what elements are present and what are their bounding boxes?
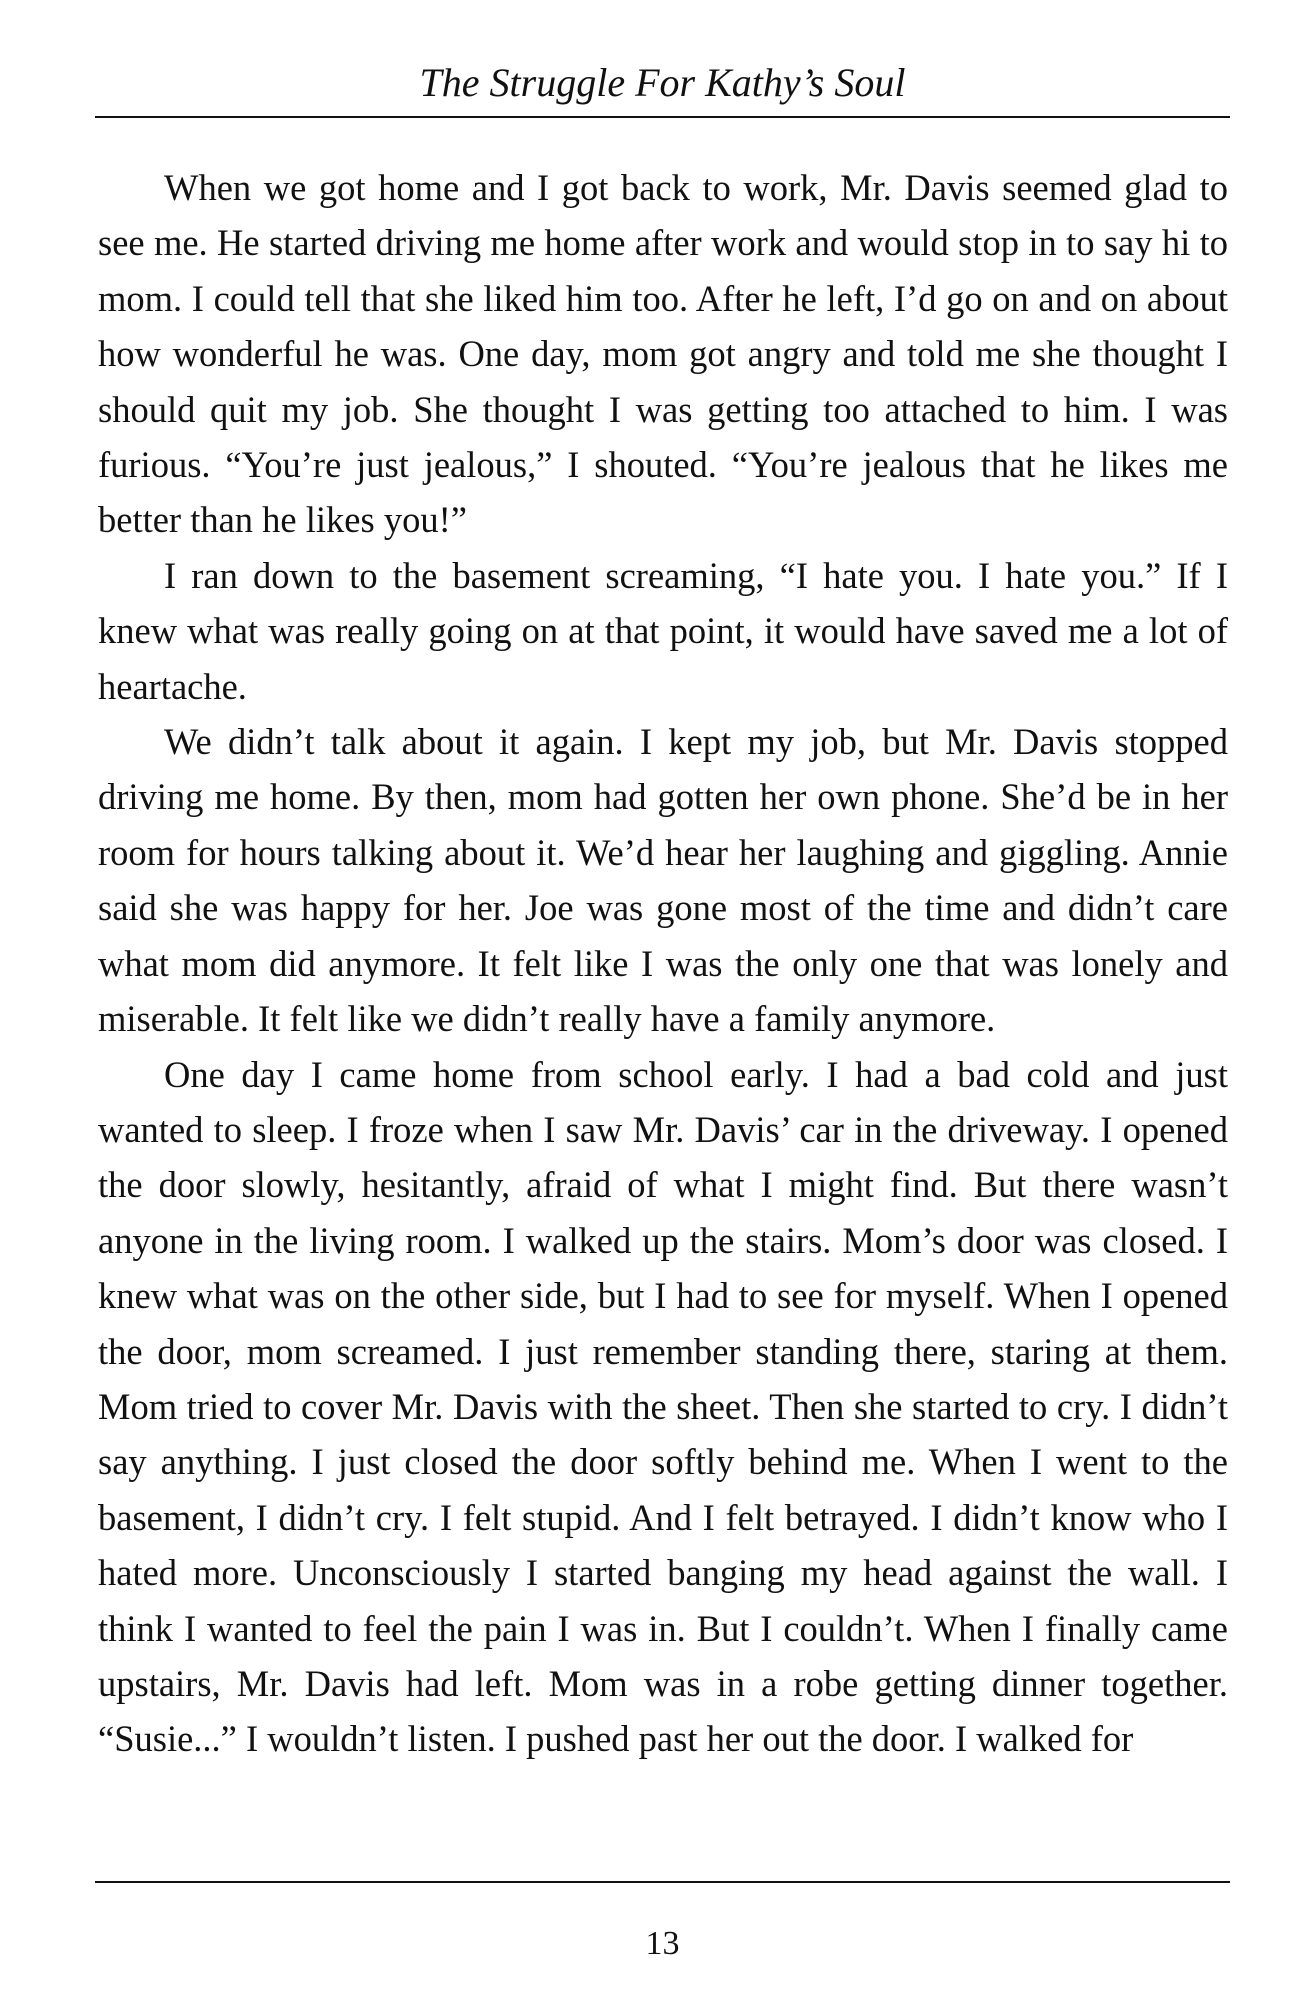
paragraph: I ran down to the basement screaming, “I hate you. I hate you.” If I knew what was really going on at that point, it would have saved me a lot of heartache. (98, 554, 1228, 707)
paragraph: One day I came home from school early. I had a bad cold and just wanted to sleep. I froze when I saw Mr. Davis’ car in the driveway. I opened the door slowly, hesitantly, afraid of what I might find. But there wasn’t anyone in the living room. I walked up the stairs. Mom’s door was closed. I knew what was on the other side, but I had to see for myself. When I opened the door, mom screamed. I just remember standing there, staring at them. Mom tried to cover Mr. Davis with the sheet. Then she started to cry. I didn’t say anything. I just closed the door softly behind me. When I went to the basement, I didn’t cry. I felt stupid. And I felt betrayed. I didn’t know who I hated more. Unconsciously I started banging my head against the wall. I think I wanted to feel the pain I was in. But I couldn’t. When I finally came upstairs, Mr. Davis had left. Mom was in a robe getting dinner together. “Susie...” I wouldn’t listen. I pushed past her out the door. I walked for (98, 1053, 1228, 1760)
footer-rule (95, 1881, 1230, 1883)
paragraph: When we got home and I got back to work, Mr. Davis seemed glad to see me. He started driving me home after work and would stop in to say hi to mom. I could tell that she liked him too. After he left, I’d go on and on about how wonderful he was. One day, mom got angry and told me she thought I should quit my job. She thought I was getting too attached to him. I was furious. “You’re just jealous,” I shouted. “You’re jealous that he likes me better than he likes you!” (98, 167, 1228, 541)
header-rule (95, 116, 1230, 118)
body-text (98, 160, 1228, 1767)
running-head: The Struggle For Kathy’s Soul (419, 60, 906, 105)
page-number: 13 (645, 1925, 680, 1962)
paragraph: We didn’t talk about it again. I kept my job, but Mr. Davis stopped driving me home. By then, mom had gotten her own phone. She’d be in her room for hours talking about it. We’d hear her laughing and giggling. Annie said she was happy for her. Joe was gone most of the time and didn’t care what mom did anymore. It felt like I was the only one that was lonely and miserable. It felt like we didn’t really have a family anymore. (98, 721, 1228, 1040)
